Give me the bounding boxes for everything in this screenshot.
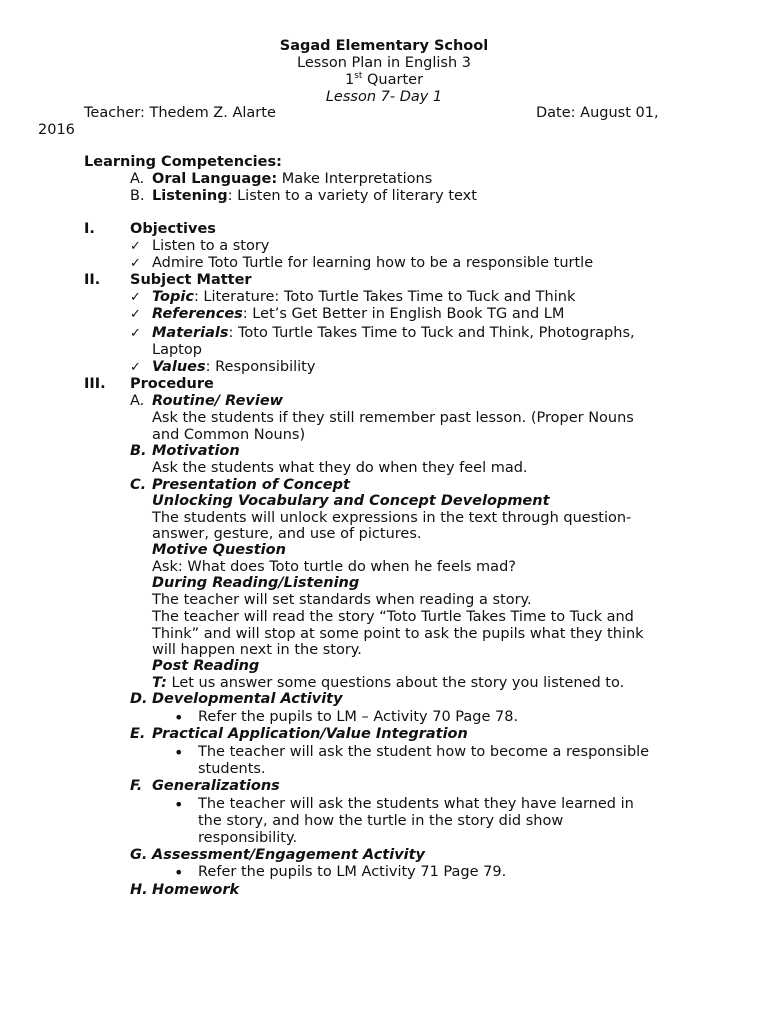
unlocking-title: Unlocking Vocabulary and Concept Development [152, 493, 550, 509]
step-d-bullet: • Refer the pupils to LM – Activity 70 Page 78. [198, 709, 518, 726]
competency-a: Oral Language: Make Interpretations [152, 171, 433, 187]
step-g-letter: G. [130, 847, 148, 863]
procedure-number: III. [84, 376, 106, 392]
step-e-letter: E. [130, 726, 146, 742]
step-f-title: Generalizations [152, 778, 280, 794]
objective-item: ✓ Listen to a story [152, 238, 269, 255]
step-f-bullet: • The teacher will ask the students what they have learned in [198, 796, 634, 813]
step-e-bullet-cont: students. [198, 761, 266, 777]
competencies-title: Learning Competencies: [84, 154, 282, 170]
step-f-letter: F. [130, 778, 143, 794]
lesson-date: Date: August 01, [536, 105, 659, 121]
step-g-bullet: • Refer the pupils to LM Activity 71 Page 79. [198, 864, 506, 881]
subject-references: ✓ References: Let’s Get Better in English Book TG and LM [152, 306, 564, 323]
motive-text: Ask: What does Toto turtle do when he feels mad? [152, 559, 516, 575]
lesson-date-year: 2016 [38, 122, 75, 138]
during-reading-text: The teacher will set standards when reading a story. [152, 592, 532, 608]
step-e-bullet: • The teacher will ask the student how to become a responsible [198, 744, 649, 761]
step-b-letter: B. [130, 443, 147, 459]
step-b-text: Ask the students what they do when they feel mad. [152, 460, 528, 476]
step-c-title: Presentation of Concept [152, 477, 350, 493]
step-a-letter: A. [130, 393, 145, 409]
unlocking-text: The students will unlock expressions in the text through question- [152, 510, 632, 526]
during-reading-text: The teacher will read the story “Toto Turtle Takes Time to Tuck and [152, 609, 634, 625]
motive-title: Motive Question [152, 542, 286, 558]
subject-values: ✓ Values: Responsibility [152, 359, 315, 376]
objectives-title: Objectives [130, 221, 216, 237]
competency-a-letter: A. [130, 171, 145, 187]
quarter-line: 1st Quarter [344, 71, 424, 88]
step-e-title: Practical Application/Value Integration [152, 726, 468, 742]
school-name: Sagad Elementary School [279, 38, 489, 54]
step-d-letter: D. [130, 691, 148, 707]
step-f-bullet-cont: the story, and how the turtle in the story did show [198, 813, 564, 829]
step-a-text: Ask the students if they still remember past lesson. (Proper Nouns [152, 410, 634, 426]
subject-materials: ✓ Materials: Toto Turtle Takes Time to Tuck and Think, Photographs, [152, 325, 635, 342]
during-reading-text: will happen next in the story. [152, 642, 362, 658]
post-reading-text: T: Let us answer some questions about the story you listened to. [152, 675, 625, 691]
subject-matter-title: Subject Matter [130, 272, 252, 288]
objectives-number: I. [84, 221, 95, 237]
during-reading-title: During Reading/Listening [152, 575, 360, 591]
subject-matter-number: II. [84, 272, 101, 288]
objective-item: ✓ Admire Toto Turtle for learning how to be a responsible turtle [152, 255, 593, 272]
lesson-day: Lesson 7- Day 1 [325, 89, 443, 105]
step-f-bullet-cont: responsibility. [198, 830, 298, 846]
during-reading-text: Think” and will stop at some point to ask the pupils what they think [152, 626, 644, 642]
step-g-title: Assessment/Engagement Activity [152, 847, 426, 863]
subject-topic: ✓ Topic: Literature: Toto Turtle Takes Time to Tuck and Think [152, 289, 575, 306]
unlocking-text: answer, gesture, and use of pictures. [152, 526, 422, 542]
subject-materials-cont: Laptop [152, 342, 202, 358]
step-b-title: Motivation [152, 443, 240, 459]
step-h-title: Homework [152, 882, 240, 898]
step-c-letter: C. [130, 477, 147, 493]
step-a-text: and Common Nouns) [152, 427, 306, 443]
competency-b: Listening: Listen to a variety of literary text [152, 188, 477, 204]
competency-b-letter: B. [130, 188, 145, 204]
teacher-name: Teacher: Thedem Z. Alarte [84, 105, 276, 121]
step-a-title: Routine/ Review [152, 393, 284, 409]
step-h-letter: H. [130, 882, 148, 898]
procedure-title: Procedure [130, 376, 214, 392]
post-reading-title: Post Reading [152, 658, 260, 674]
lesson-subject: Lesson Plan in English 3 [297, 55, 471, 71]
step-d-title: Developmental Activity [152, 691, 343, 707]
